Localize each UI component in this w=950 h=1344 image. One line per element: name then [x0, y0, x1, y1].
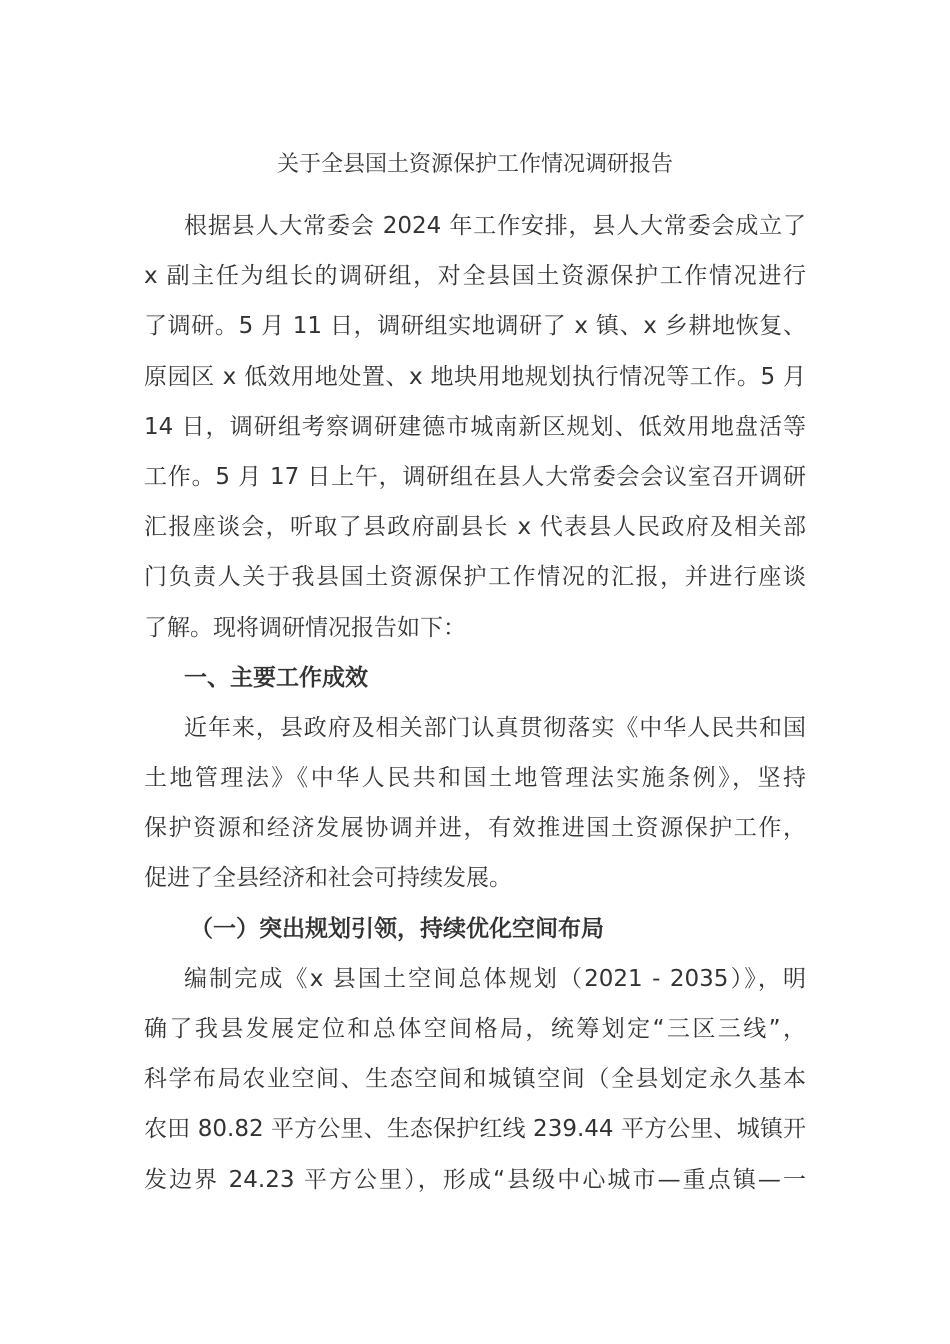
document-body — [144, 201, 806, 1205]
text-line: 根据县人大常委会 2024 年工作安排，县人大常委会成立了 — [184, 213, 806, 239]
text-line: 确了我县发展定位和总体空间格局，统筹划定“三区三线”， — [144, 1016, 806, 1042]
text-line: 促进了全县经济和社会可持续发展。 — [144, 865, 512, 892]
document-title: 关于全县国土资源保护工作情况调研报告 — [276, 152, 673, 177]
text-line: 土地管理法》《中华人民共和国土地管理法实施条例》，坚持 — [144, 765, 806, 792]
text-line: 保护资源和经济发展协调并进，有效推进国土资源保护工作， — [144, 815, 806, 842]
text-line: x 副主任为组长的调研组，对全县国土资源保护工作情况进行 — [144, 263, 806, 290]
text-line: 近年来，县政府及相关部门认真贯彻落实《中华人民共和国 — [184, 714, 806, 741]
text-line: 发边界 24.23 平方公里），形成“县级中心城市—重点镇—一 — [144, 1166, 806, 1193]
text-line: 工作。5 月 17 日上午，调研组在县人大常委会会议室召开调研 — [144, 463, 806, 490]
text-line: 编制完成《x 县国土空间总体规划（2021 - 2035）》，明 — [184, 965, 806, 992]
text-line: 了解。现将调研情况报告如下： — [144, 614, 466, 641]
paragraph-intro — [144, 201, 806, 653]
text-line: 原园区 x 低效用地处置、x 地块用地规划执行情况等工作。5 月 — [144, 363, 806, 390]
text-line: 科学布局农业空间、生态空间和城镇空间（全县划定永久基本 — [144, 1066, 806, 1093]
text-line: 汇报座谈会，听取了县政府副县长 x 代表县人民政府及相关部 — [144, 514, 806, 541]
text-line: 了调研。5 月 11 日，调研组实地调研了 x 镇、x 乡耕地恢复、 — [144, 313, 806, 340]
subsection-heading: （一）突出规划引领，持续优化空间布局 — [190, 915, 604, 942]
paragraph-achievements — [144, 703, 806, 904]
section-heading: 一、主要工作成效 — [184, 664, 368, 691]
text-line: 农田 80.82 平方公里、生态保护红线 239.44 平方公里、城镇开 — [144, 1116, 806, 1143]
text-line: 14 日，调研组考察调研建德市城南新区规划、低效用地盘活等 — [144, 413, 806, 440]
text-line: 门负责人关于我县国土资源保护工作情况的汇报，并进行座谈 — [144, 564, 806, 591]
paragraph-planning — [144, 954, 806, 1205]
